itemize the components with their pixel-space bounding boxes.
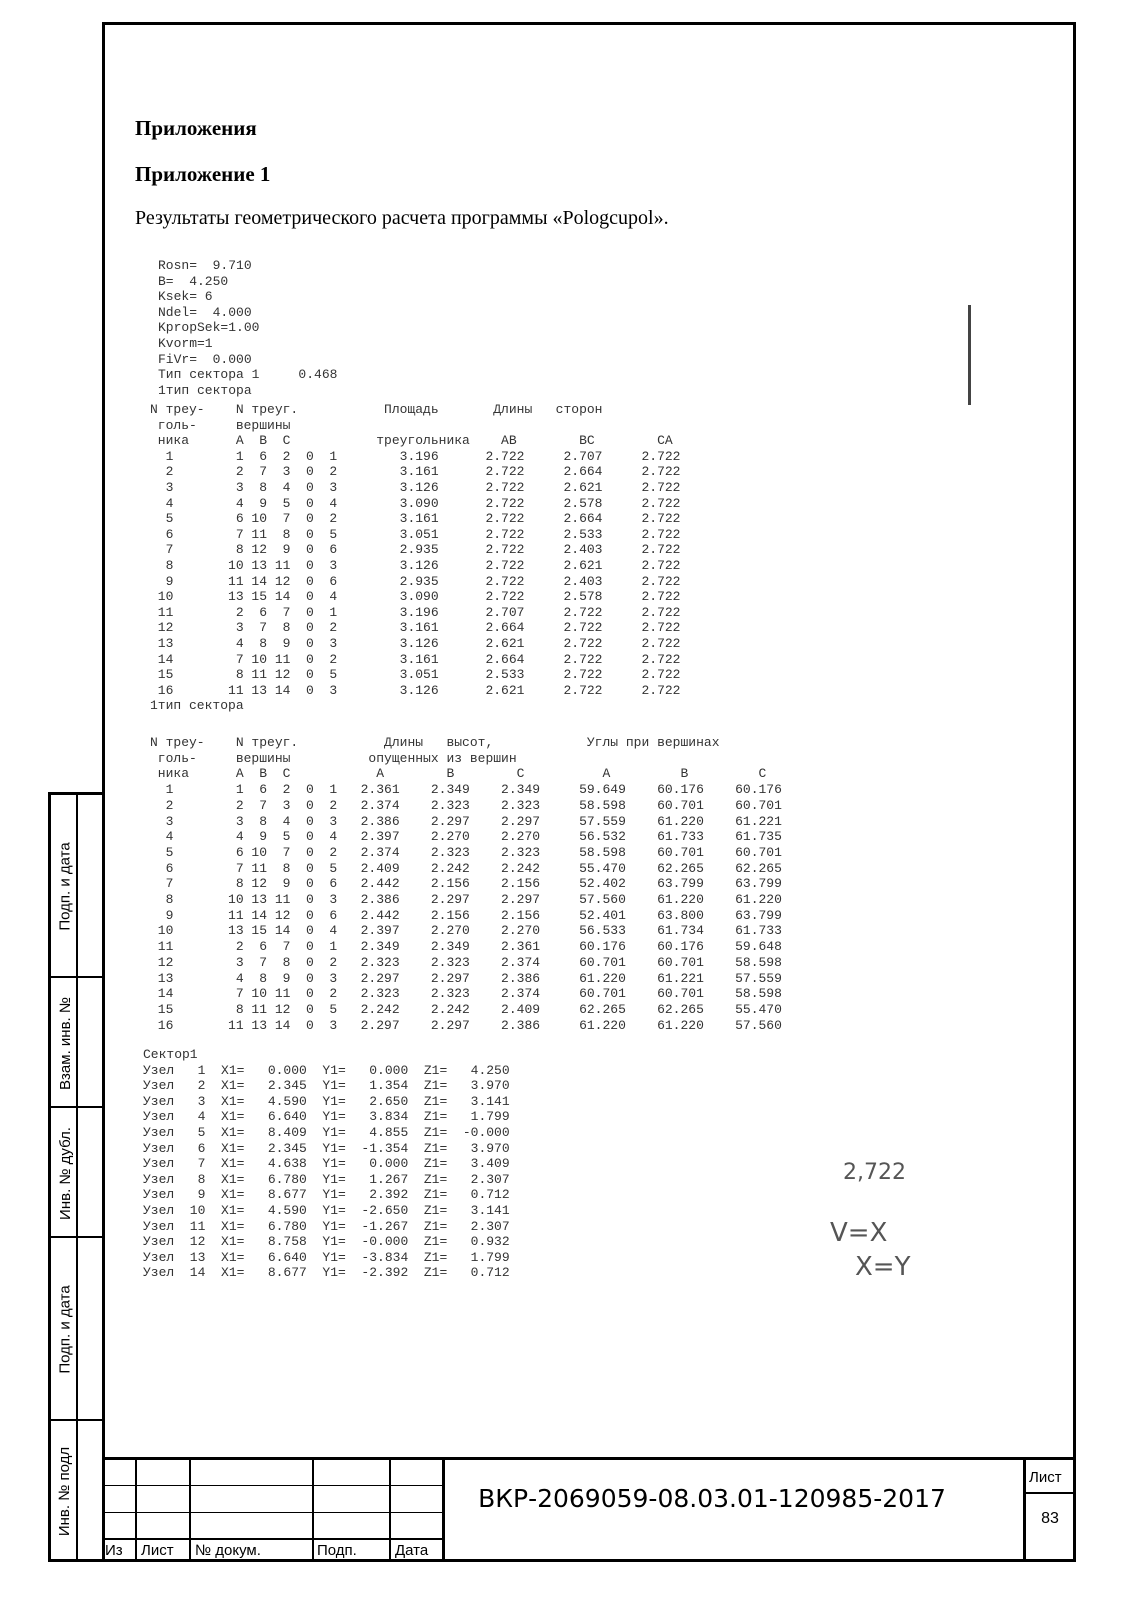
pen-stroke xyxy=(968,305,971,405)
tb-divider xyxy=(442,1460,445,1562)
printout-nodes: Сектор1 Узел 1 X1= 0.000 Y1= 0.000 Z1= 4.250 Узел 2 X1= 2.345 Y1= 1.354 Z1= 3.970 Узел 3 X1= 4.590 Y1= 2.650 Z1= 3.141 Узел 4 X1= 6.640 Y1= 3.834 Z1= 1.799 Узел 5 X1= 8.409 Y1= 4.855 Z1= -0.000 Узел 6 X1= 2.345 Y1= -1.354 Z1= 3.970 Узел 7 X1= 4.638 Y1= 0.000 Z1= 3.409 Узел 8 X1= 6.780 Y1= 1.267 Z1= 2.307 Узел 9 X1= 8.677 Y1= 2.392 Z1= 0.712 Узел 10 X1= 4.590 Y1= -2.650 Z1= 3.141 Узел 11 X1= 6.780 Y1= -1.267 Z1= 2.307 Узел 12 X1= 8.758 Y1= -0.000 Z1= 0.932 Узел 13 X1= 6.640 Y1= -3.834 Z1= 1.799 Узел 14 X1= 8.677 Y1= -2.392 Z1= 0.712 xyxy=(143,1047,510,1281)
side-stamp-strip xyxy=(48,792,102,1562)
col-doc-label: № докум. xyxy=(195,1542,261,1559)
tb-rule xyxy=(102,1538,442,1540)
col-list-label: Лист xyxy=(141,1542,174,1559)
printout-table-angles: N треу- N треуг. Длины высот, Углы при вершинах гoль- вершины опущенных из вершин ника A B C A B C A B C 1 1 6 2 0 1 2.361 2.349 2.349 59.649 60.176 60.176 2 2 7 3 0 2 2.374 2.323 2.323 58.598 60.701 60.701 3 3 8 4 0 3 2.386 2.297 2.297 57.559 61.220 61.221 4 4 9 5 0 4 2.397 2.270 2.270 56.532 61.733 61.735 5 6 10 7 0 2 2.374 2.323 2.323 58.598 60.701 60.701 6 7 11 8 0 5 2.409 2.242 2.242 55.470 62.265 62.265 7 8 12 9 0 6 2.442 2.156 2.156 52.402 63.799 63.799 8 10 13 11 0 3 2.386 2.297 2.297 57.560 61.220 61.220 9 11 14 12 0 6 2.442 2.156 2.156 52.401 63.800 63.799 10 13 15 14 0 4 2.397 2.270 2.270 56.533 61.734 61.733 11 2 6 7 0 1 2.349 2.349 2.361 60.176 60.176 59.648 12 3 7 8 0 2 2.323 2.323 2.374 60.701 60.701 58.598 13 4 8 9 0 3 2.297 2.297 2.386 61.220 61.221 57.559 14 7 10 11 0 2 2.323 2.323 2.374 60.701 60.701 58.598 15 8 11 12 0 5 2.242 2.242 2.409 62.265 62.265 55.470 16 11 13 14 0 3 2.297 2.297 2.386 61.220 61.220 57.560 xyxy=(150,735,782,1033)
tb-divider xyxy=(312,1460,314,1562)
side-label: Инв. № дубл. xyxy=(56,1126,74,1220)
appendix-heading: Приложение 1 xyxy=(135,162,271,186)
tb-divider xyxy=(135,1460,137,1562)
document-code: ВКР-2069059-08.03.01-120985-2017 xyxy=(478,1484,946,1513)
sheet-label: Лист xyxy=(1029,1469,1062,1486)
tb-rule xyxy=(102,1512,442,1513)
side-label: Подп. и дата xyxy=(56,1285,74,1374)
side-label: Взам. инв. № xyxy=(56,996,74,1090)
printout-table-areas: N треу- N треуг. Площадь Длины сторон гoль- вершины ника A B C треугольника AB BC CA 1 1 6 2 0 1 3.196 2.722 2.707 2.722 2 2 7 3 0 2 3.161 2.722 2.664 2.722 3 3 8 4 0 3 3.126 2.722 2.621 2.722 4 4 9 5 0 4 3.090 2.722 2.578 2.722 5 6 10 7 0 2 3.161 2.722 2.664 2.722 6 7 11 8 0 5 3.051 2.722 2.533 2.722 7 8 12 9 0 6 2.935 2.722 2.403 2.722 8 10 13 11 0 3 3.126 2.722 2.621 2.722 9 11 14 12 0 6 2.935 2.722 2.403 2.722 10 13 15 14 0 4 3.090 2.722 2.578 2.722 11 2 6 7 0 1 3.196 2.707 2.722 2.722 12 3 7 8 0 2 3.161 2.664 2.722 2.722 13 4 8 9 0 3 3.126 2.621 2.722 2.722 14 7 10 11 0 2 3.161 2.664 2.722 2.722 15 8 11 12 0 5 3.051 2.533 2.722 2.722 16 11 13 14 0 3 3.126 2.621 2.722 2.722 1тип сектора xyxy=(150,402,681,714)
handwritten-note: X=Y xyxy=(855,1252,911,1282)
intro-text: Результаты геометрического расчета программы «Pologcupol». xyxy=(135,207,669,229)
tb-divider xyxy=(189,1460,191,1562)
col-date-label: Дата xyxy=(395,1542,429,1559)
tb-rule xyxy=(102,1485,442,1486)
col-sign-label: Подп. xyxy=(317,1542,357,1559)
col-iz-label: Из xyxy=(105,1542,123,1559)
side-label: Подп. и дата xyxy=(56,842,74,931)
title-block xyxy=(102,1457,1076,1562)
side-label: Инв. № подл xyxy=(56,1446,74,1536)
handwritten-note: 2,722 xyxy=(843,1160,906,1185)
sheet-number: 83 xyxy=(1041,1510,1059,1527)
handwritten-note: V=X xyxy=(830,1218,888,1248)
printout-params: Rosn= 9.710 B= 4.250 Ksek= 6 Ndel= 4.000 KpropSek=1.00 Kvorm=1 FiVr= 0.000 Тип сектора 1 0.468 1тип сектора xyxy=(158,258,338,398)
tb-rule xyxy=(1023,1492,1076,1494)
tb-divider xyxy=(389,1460,391,1562)
appendices-heading: Приложения xyxy=(135,116,257,140)
